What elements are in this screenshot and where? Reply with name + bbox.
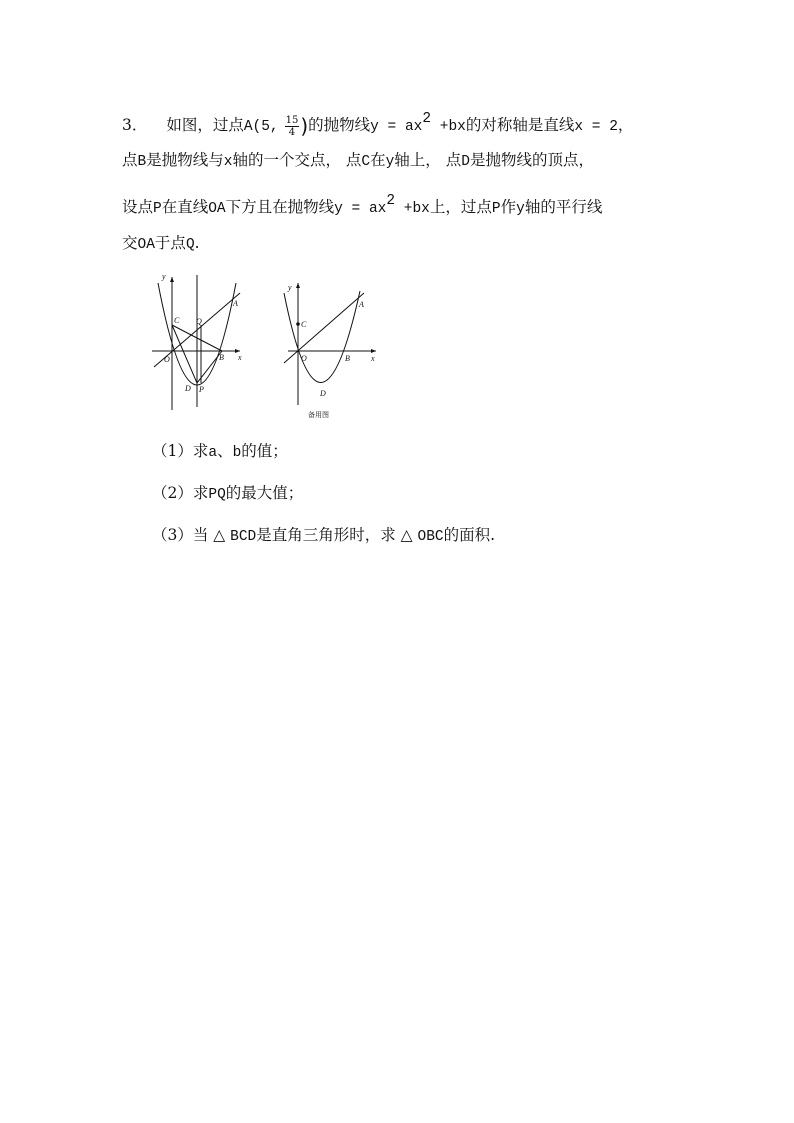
svg-text:D: D: [185, 384, 191, 393]
problem-line-4: 交OA于点Q.: [122, 234, 200, 253]
figure-1: [152, 275, 240, 410]
svg-text:B: B: [345, 354, 350, 363]
svg-text:A: A: [359, 300, 364, 309]
figures: [140, 265, 400, 425]
problem-line-1: 3． 如图，过点A(5, $\frac{15}{4}$ )的抛物线$y = ax^2 +bx$的对称轴是直线x = 2，: [122, 111, 634, 138]
svg-text:C: C: [174, 316, 180, 325]
problem-line-3: 设点P在直线OA下方且在抛物线$y = ax^2 +bx$上，过点P作y轴的平行线: [122, 193, 603, 217]
parabola: [284, 291, 360, 383]
svg-text:B: B: [219, 353, 224, 362]
right-paren: ): [300, 114, 309, 138]
svg-text:y: y: [162, 272, 166, 281]
x-axis-arrow: [371, 349, 376, 353]
svg-text:x: x: [371, 354, 375, 363]
question-1: （1）求a、b的值；: [152, 442, 288, 461]
point-c: [297, 323, 300, 326]
y-axis-arrow: [296, 283, 300, 288]
problem-line-2: 点B是抛物线与x轴的一个交点， 点C在y轴上， 点D是抛物线的顶点，: [122, 151, 594, 170]
svg-text:Q: Q: [196, 317, 202, 326]
problem-number: 3．: [122, 116, 148, 134]
y-axis-arrow: [170, 277, 174, 282]
fraction-15-4: $\frac{15}{4}$: [285, 114, 299, 138]
svg-text:y: y: [288, 283, 292, 292]
question-3: （3）当 △ BCD是直角三角形时，求 △ OBC的面积.: [152, 526, 496, 545]
question-2: （2）求PQ的最大值；: [152, 484, 304, 503]
svg-text:A: A: [233, 299, 238, 308]
svg-text:备用图: 备用图: [308, 411, 329, 419]
svg-text:O: O: [301, 354, 307, 363]
line-oa: [284, 293, 364, 363]
svg-text:P: P: [199, 385, 204, 394]
svg-text:x: x: [238, 353, 242, 362]
svg-text:C: C: [301, 320, 307, 329]
svg-text:O: O: [164, 355, 170, 364]
svg-text:D: D: [320, 389, 326, 398]
